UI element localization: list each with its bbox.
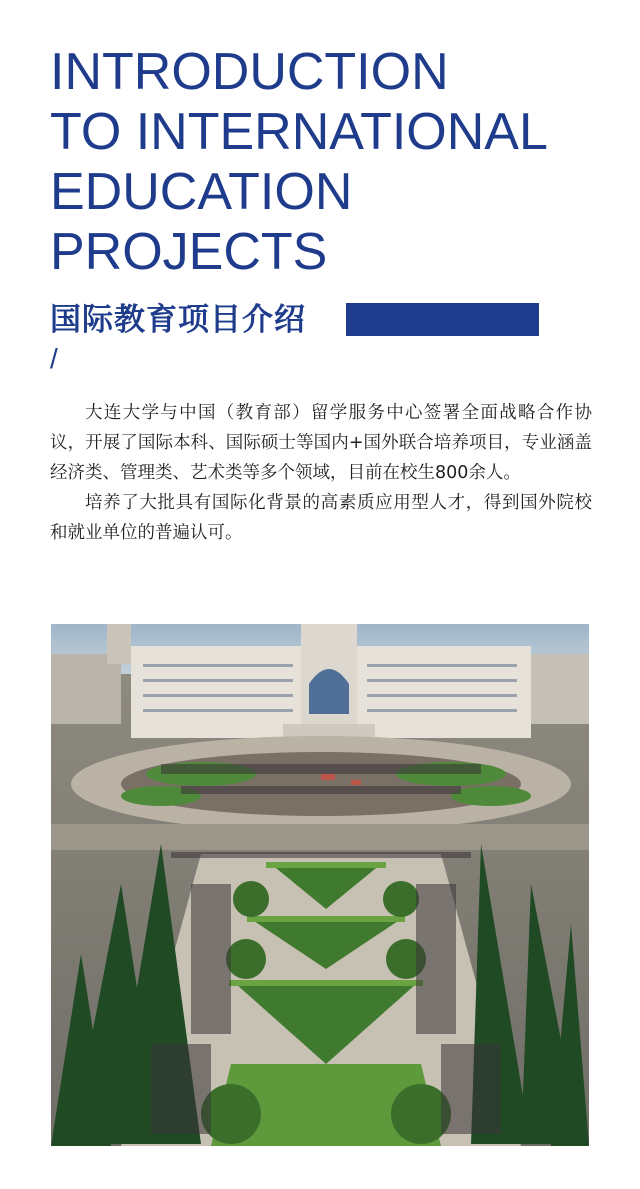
campus-aerial-photo xyxy=(51,624,589,1146)
english-title xyxy=(50,42,610,282)
title-accent-bar xyxy=(346,303,539,336)
english-title-line-2: TO INTERNATIONAL xyxy=(50,103,548,161)
slash-mark: / xyxy=(50,343,58,374)
english-title-line-4: PROJECTS xyxy=(50,223,328,281)
english-title-line-1: INTRODUCTION xyxy=(50,43,449,101)
intro-paragraph-2: 培养了大批具有国际化背景的高素质应用型人才，得到国外院校和就业单位的普遍认可。 xyxy=(50,493,592,543)
intro-body xyxy=(50,398,592,548)
english-title-line-3: EDUCATION xyxy=(50,163,353,221)
chinese-title: 国际教育项目介绍 xyxy=(50,302,306,338)
intro-paragraph-1: 大连大学与中国（教育部）留学服务中心签署全面战略合作协议，开展了国际本科、国际硕士等国内+国外联合培养项目，专业涵盖经济类、管理类、艺术类等多个领域，目前在校生800余人。 xyxy=(50,403,592,483)
